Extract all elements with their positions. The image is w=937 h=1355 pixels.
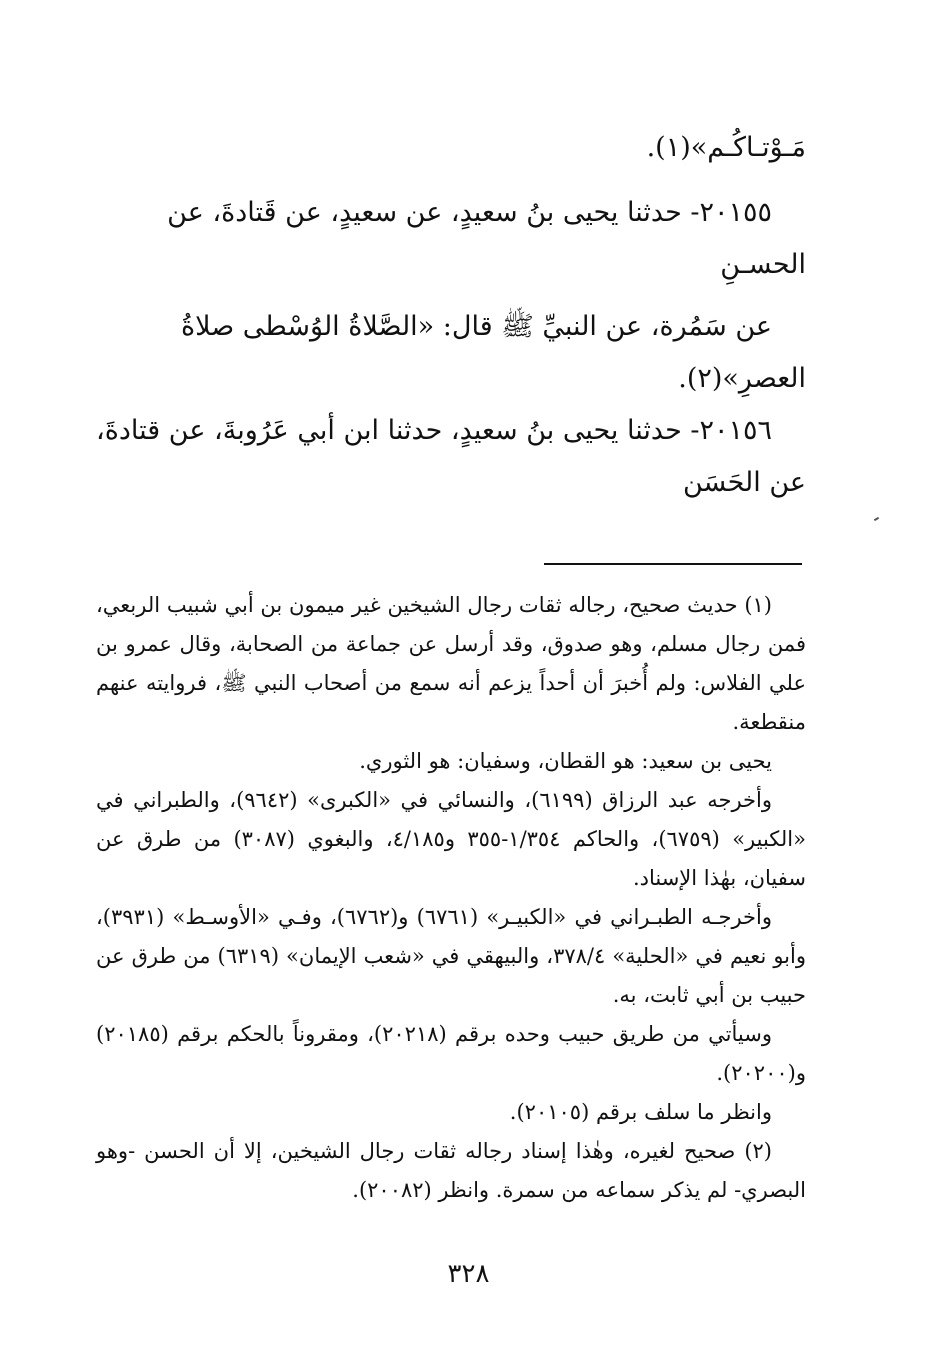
page-number: ٣٢٨ <box>447 1259 490 1289</box>
hadith-20155-line-3: عن سَمُرة، عن النبيِّ ﷺ قال: «الصَّلاةُ الوُسْطى صلاةُ <box>180 311 772 342</box>
footnote-1-paragraph-5: وسيأتي من طريق حبيب وحده برقم (٢٠٢١٨)، ومقروناً بالحكم برقم (٢٠١٨٥) و(٢٠٢٠٠). <box>96 1022 806 1085</box>
hadith-20156 <box>96 405 806 509</box>
main-line-1: مَـوْتـاكُـم»(١). <box>646 132 806 163</box>
footnote-1-paragraph-1: (١) حديث صحيح، رجاله ثقات رجال الشيخين غير ميمون بن أبي شبيب الربعي، فمن رجال مسلم، وهو صدوق، وقد أرسل عن جماعة من الصحابة، وقال عمرو بن علي الفلاس: ولم أُخبرَ أن أحداً يزعم أنه سمع من أصحاب النبي ﷺ، فروايته عنهم منقطعة. <box>96 593 806 734</box>
scan-mark <box>874 517 879 521</box>
hadith-20155-line-1: ٢٠١٥٥- حدثنا يحيى بنُ سعيدٍ، عن سعيدٍ، عن قَتادةَ، عن <box>167 197 772 228</box>
hadith-20155 <box>96 187 806 405</box>
footnote-2-paragraph-1: (٢) صحيح لغيره، وهٰذا إسناد رجاله ثقات رجال الشيخين، إلا أن الحسن -وهو البصري- لم يذكر سماعه من سمرة. وانظر (٢٠٠٨٢). <box>96 1139 806 1202</box>
footnote-separator <box>544 563 802 565</box>
main-text <box>96 122 806 174</box>
footnote-1-paragraph-4: وأخرجـه الطبـراني في «الكبيـر» (٦٧٦١) و(٦٧٦٢)، وفـي «الأوسـط» (٣٩٣١)، وأبو نعيم في «الحلية» ٣٧٨/٤، والبيهقي في «شعب الإيمان» (٦٣١٩) من طرق عن حبيب بن أبي ثابت، به. <box>96 905 806 1007</box>
footnotes <box>96 586 806 1210</box>
hadith-20155-line-2: الحسـنِ <box>720 249 806 280</box>
hadith-20155-line-4: العصرِ»(٢). <box>678 363 806 394</box>
hadith-20156-line-2: عن الحَسَن <box>682 467 806 498</box>
footnote-1-paragraph-2: يحيى بن سعيد: هو القطان، وسفيان: هو الثوري. <box>359 749 772 773</box>
hadith-20156-line-1: ٢٠١٥٦- حدثنا يحيى بنُ سعيدٍ، حدثنا ابن أبي عَرُوبةَ، عن قتادةَ، <box>96 415 772 446</box>
footnote-1-paragraph-3: وأخرجه عبد الرزاق (٦١٩٩)، والنسائي في «الكبرى» (٩٦٤٢)، والطبراني في «الكبير» (٦٧٥٩)، والحاكم ١/٣٥٤-٣٥٥ و٤/١٨٥، والبغوي (٣٠٨٧) من طرق عن سفيان، بهٰذا الإسناد. <box>96 788 806 890</box>
footnote-1-paragraph-6: وانظر ما سلف برقم (٢٠١٠٥). <box>509 1100 772 1124</box>
